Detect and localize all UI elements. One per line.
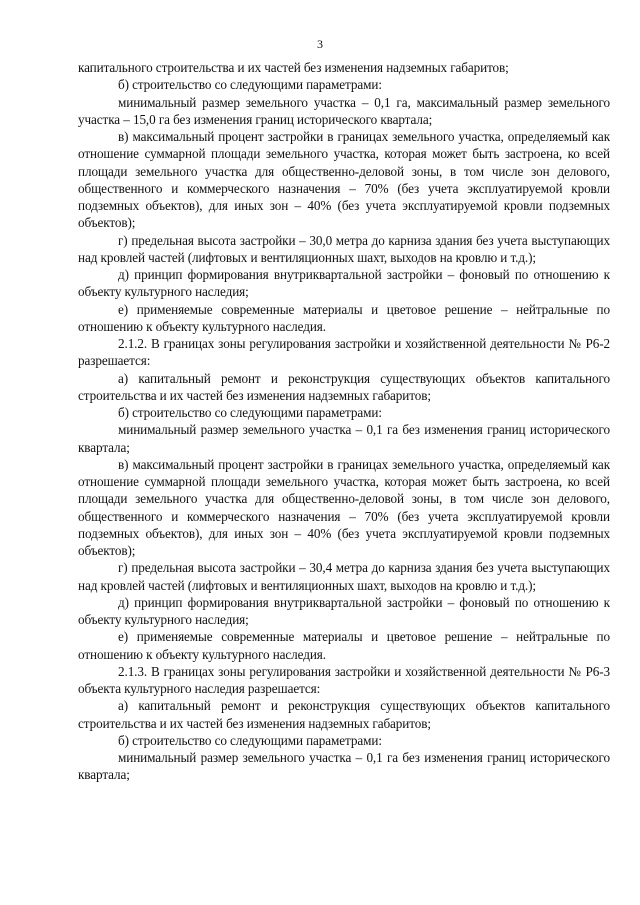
paragraph: д) принцип формирования внутриквартальной застройки – фоновый по отношению к объекту культурного наследия; bbox=[78, 594, 610, 627]
paragraph: г) предельная высота застройки – 30,0 метра до карниза здания без учета выступающих над кровлей частей (лифтовых и вентиляционных шахт, выходов на кровлю и т.д.); bbox=[78, 232, 610, 265]
paragraph: б) строительство со следующими параметрами: bbox=[118, 732, 382, 748]
paragraph: в) максимальный процент застройки в границах земельного участка, определяемый как отношение суммарной площади земельного участка, которая может быть застроена, ко всей площади земельного участка для общественно-деловой зоны, в том числе зон делового, общественного и коммерческого назначения – 70% (без учета эксплуатируемой кровли подземных объектов), для иных зон – 40% (без учета эксплуатируемой кровли подземных объектов); bbox=[78, 129, 610, 231]
paragraph: е) применяемые современные материалы и цветовое решение – нейтральные по отношению к объекту культурного наследия. bbox=[78, 301, 610, 334]
page-number: 3 bbox=[317, 37, 323, 51]
paragraph: а) капитальный ремонт и реконструкция существующих объектов капитального строительства и их частей без изменения надземных габаритов; bbox=[78, 698, 610, 731]
paragraph: а) капитальный ремонт и реконструкция существующих объектов капитального строительства и их частей без изменения надземных габаритов; bbox=[78, 370, 610, 403]
paragraph: д) принцип формирования внутриквартальной застройки – фоновый по отношению к объекту культурного наследия; bbox=[78, 267, 610, 300]
paragraph: 2.1.2. В границах зоны регулирования застройки и хозяйственной деятельности № Р6-2 разрешается: bbox=[78, 336, 610, 369]
paragraph: минимальный размер земельного участка – 0,1 га, максимальный размер земельного участка – 15,0 га без изменения границ исторического квартала; bbox=[78, 94, 610, 127]
paragraph: минимальный размер земельного участка – 0,1 га без изменения границ исторического квартала; bbox=[78, 422, 610, 455]
paragraph: б) строительство со следующими параметрами: bbox=[118, 405, 382, 420]
paragraph: б) строительство со следующими параметрами: bbox=[118, 77, 382, 93]
document-body bbox=[78, 59, 610, 784]
paragraph: капитального строительства и их частей без изменения надземных габаритов; bbox=[78, 60, 509, 75]
paragraph: минимальный размер земельного участка – 0,1 га без изменения границ исторического квартала; bbox=[78, 750, 610, 783]
paragraph: в) максимальный процент застройки в границах земельного участка, определяемый как отношение суммарной площади земельного участка, которая может быть застроена, ко всей площади земельного участка для общественно-деловой зоны, в том числе зон делового, общественного и коммерческого назначения – 70% (без учета эксплуатируемой кровли подземных объектов), для иных зон – 40% (без учета эксплуатируемой кровли подземных объектов); bbox=[78, 456, 610, 558]
paragraph: г) предельная высота застройки – 30,4 метра до карниза здания без учета выступающих над кровлей частей (лифтовых и вентиляционных шахт, выходов на кровлю и т.д.); bbox=[78, 560, 610, 593]
paragraph: 2.1.3. В границах зоны регулирования застройки и хозяйственной деятельности № Р6-3 объекта культурного наследия разрешается: bbox=[78, 663, 610, 696]
paragraph: е) применяемые современные материалы и цветовое решение – нейтральные по отношению к объекту культурного наследия. bbox=[78, 629, 610, 662]
